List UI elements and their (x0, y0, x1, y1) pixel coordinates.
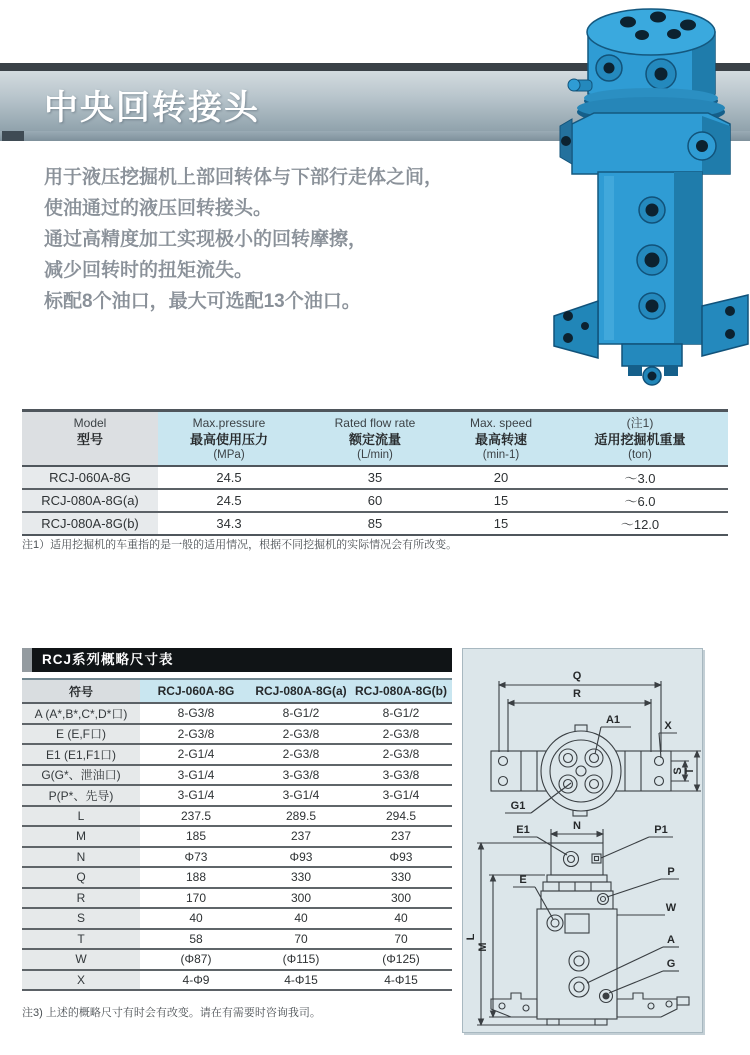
table-row: L 237.5 289.5 294.5 (22, 806, 452, 827)
dim-label-a: A (667, 934, 675, 946)
col-header-rcj080a: RCJ-080A-8G(a) (252, 679, 350, 703)
dimension-diagram-panel (462, 648, 703, 1033)
dim-label-a1: A1 (605, 714, 621, 726)
col-header-pressure: Max.pressure 最高使用压力 (MPa) (158, 411, 300, 467)
table-row: P(P*、先导) 3-G1/4 3-G1/4 3-G1/4 (22, 785, 452, 806)
spec-table-note: 注1）适用挖掘机的车重指的是一般的适用情况，根据不同挖掘机的实际情况会有所改变。 (22, 539, 458, 551)
dim-label-e: E (519, 874, 527, 886)
dimension-table (22, 678, 452, 991)
product-photo (552, 4, 750, 394)
table-row: E (E,F口) 2-G3/8 2-G3/8 2-G3/8 (22, 724, 452, 745)
page-title: 中央回转接头 (44, 89, 260, 127)
table-row: G(G*、泄油口) 3-G1/4 3-G3/8 3-G3/8 (22, 765, 452, 786)
dim-label-w: W (665, 902, 677, 914)
table-row: RCJ-080A-8G(b) 34.3 85 15 ～12.0 (22, 512, 728, 535)
description-line: 用于液压挖掘机上部回转体与下部行走体之间， (44, 167, 444, 188)
titlebar-accent-square (22, 648, 32, 672)
col-header-flow: Rated flow rate 额定流量 (L/min) (300, 411, 450, 467)
col-header-symbol: 符号 (22, 679, 140, 703)
col-header-rcj060: RCJ-060A-8G (140, 679, 252, 703)
dimension-table-title: RCJ系列概略尺寸表 (42, 652, 174, 667)
dim-label-s: S (672, 767, 684, 775)
table-row: RCJ-080A-8G(a) 24.5 60 15 ～6.0 (22, 489, 728, 512)
dimension-diagram (463, 649, 702, 1032)
dimension-table-section (22, 648, 452, 991)
col-header-model: Model 型号 (22, 411, 158, 467)
table-row: T 58 70 70 (22, 929, 452, 950)
dim-label-r: R (573, 688, 581, 700)
table-row: Q 188 330 330 (22, 867, 452, 888)
dim-label-e1: E1 (516, 824, 530, 836)
dim-label-m: M (477, 942, 489, 952)
table-row: E1 (E1,F1口) 2-G1/4 2-G3/8 2-G3/8 (22, 744, 452, 765)
dimension-table-titlebar (22, 648, 452, 672)
col-header-speed: Max. speed 最高转速 (min-1) (450, 411, 552, 467)
dim-label-g: G (666, 958, 676, 970)
col-header-rcj080b: RCJ-080A-8G(b) (350, 679, 452, 703)
banner-accent-square (2, 131, 24, 141)
table-row: R 170 300 300 (22, 888, 452, 909)
dimension-table-note: 注3) 上述的概略尺寸有时会有改变。请在有需要时咨询我司。 (22, 1007, 321, 1019)
description-line: 使油通过的液压回转接头。 (44, 198, 273, 219)
table-row: A (A*,B*,C*,D*口) 8-G3/8 8-G1/2 8-G1/2 (22, 703, 452, 724)
rotary-joint-image (552, 4, 750, 394)
dim-label-g1: G1 (510, 800, 526, 812)
dim-label-l: L (465, 933, 477, 941)
dim-label-n: N (573, 820, 581, 832)
table-row: RCJ-060A-8G 24.5 35 20 ～3.0 (22, 466, 728, 489)
dim-label-p1: P1 (654, 824, 668, 836)
description-line: 标配8个油口，最大可选配13个油口。 (44, 291, 361, 312)
col-header-weight: (注1) 适用挖掘机重量 (ton) (552, 411, 728, 467)
description-line: 减少回转时的扭矩流失。 (44, 260, 254, 281)
spec-table-section (22, 409, 728, 536)
table-row: X 4-Φ9 4-Φ15 4-Φ15 (22, 970, 452, 991)
table-row: M 185 237 237 (22, 826, 452, 847)
dim-label-q: Q (572, 670, 582, 682)
table-row: S 40 40 40 (22, 908, 452, 929)
dim-label-x: X (664, 720, 672, 732)
dim-label-t: T (684, 767, 696, 775)
table-row: N Φ73 Φ93 Φ93 (22, 847, 452, 868)
table-row: W (Φ87) (Φ115) (Φ125) (22, 949, 452, 970)
dim-header-row (22, 679, 452, 703)
spec-header-row (22, 411, 728, 467)
dim-label-p: P (667, 866, 675, 878)
product-description (44, 162, 544, 317)
description-line: 通过高精度加工实现极小的回转摩擦， (44, 229, 368, 250)
spec-table (22, 409, 728, 536)
